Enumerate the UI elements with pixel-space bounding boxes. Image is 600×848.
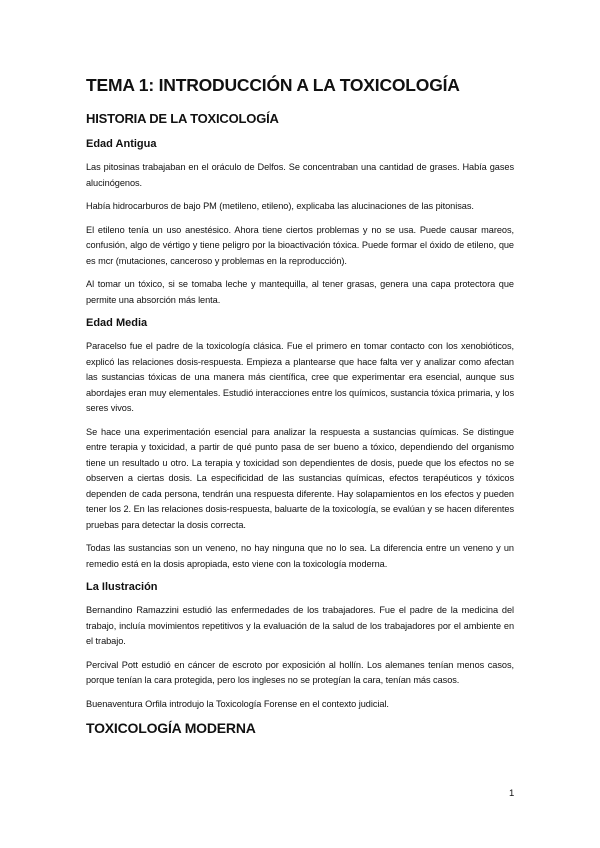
paragraph: Había hidrocarburos de bajo PM (metileno, etileno), explicaba las alucinaciones de las pitonisas. <box>86 201 474 211</box>
paragraph: Bernandino Ramazzini estudió las enfermedades de los trabajadores. Fue el padre de la medicina del trabajo, incluía movimientos repetitivos y la evaluación de la salud de los trabajadores por el ambiente en el trabajo. <box>86 605 514 646</box>
paragraph: El etileno tenía un uso anestésico. Ahora tiene ciertos problemas y no se usa. Puede causar mareos, confusión, algo de vértigo y tiene peligro por la bioactivación tóxica. Puede formar el óxido de etileno, que es mcr (mutaciones, canceroso y problemas en la reproducción). <box>86 224 514 266</box>
section-heading-modern: TOXICOLOGÍA MODERNA <box>86 720 256 736</box>
subheading-edad-media: Edad Media <box>86 317 148 329</box>
document-title: TEMA 1: INTRODUCCIÓN A LA TOXICOLOGÍA <box>86 75 460 95</box>
paragraph: Al tomar un tóxico, si se tomaba leche y mantequilla, al tener grasas, genera una capa protectora que permite una absorción más lenta. <box>86 279 514 305</box>
paragraph: Todas las sustancias son un veneno, no hay ninguna que no lo sea. La diferencia entre un veneno y un remedio está en la dosis apropiada, esto viene con la toxicología moderna. <box>86 543 514 569</box>
paragraph: Las pitosinas trabajaban en el oráculo de Delfos. Se concentraban una cantidad de grases. Había gases alucinógenos. <box>86 162 514 188</box>
paragraph: Se hace una experimentación esencial para analizar la respuesta a sustancias químicas. Se distingue entre terapia y toxicidad, a partir de qué punto pasa de ser bueno a tóxico, dependiendo del organismo tiene un resultado u otro. La terapia y toxicidad son dependientes de dosis, puede que los efectos no se observen a ciertas dosis. La especificidad de las sustancias químicas, efectos terapéuticos y tóxicos dependen de cada persona, tendrán una respuesta diferente. Hay solapamientos en los efectos y pueden tener los 2. En las relaciones dosis-respuesta, baluarte de la toxicología, se evalúan y se hacen diferentes pruebas para detectar la dosis correcta. <box>86 426 514 530</box>
paragraph: Paracelso fue el padre de la toxicología clásica. Fue el primero en tomar contacto con los xenobióticos, explicó las relaciones dosis-respuesta. Empieza a plantearse que hace falta ver y analizar como afectan las sustancias tóxicas de una manera más científica, cree que experimentar era esencial, aunque sus abordajes eran muy elementales. Estudió interacciones entre los químicos, sustancia tóxica primaria, y los seres vivos. <box>86 341 514 413</box>
document-body <box>86 74 514 747</box>
subheading-edad-antigua: Edad Antigua <box>86 138 157 150</box>
paragraph: Percival Pott estudió en cáncer de escroto por exposición al hollín. Los alemanes tenían menos casos, porque tenían la cara protegida, pero los ingleses no se protegían la cara, tenían más casos. <box>86 659 514 685</box>
section-heading-history: HISTORIA DE LA TOXICOLOGÍA <box>86 111 279 126</box>
paragraph: Buenaventura Orfila introdujo la Toxicología Forense en el contexto judicial. <box>86 698 389 709</box>
subheading-la-ilustracion: La Ilustración <box>86 581 158 593</box>
page-number: 1 <box>509 788 515 799</box>
